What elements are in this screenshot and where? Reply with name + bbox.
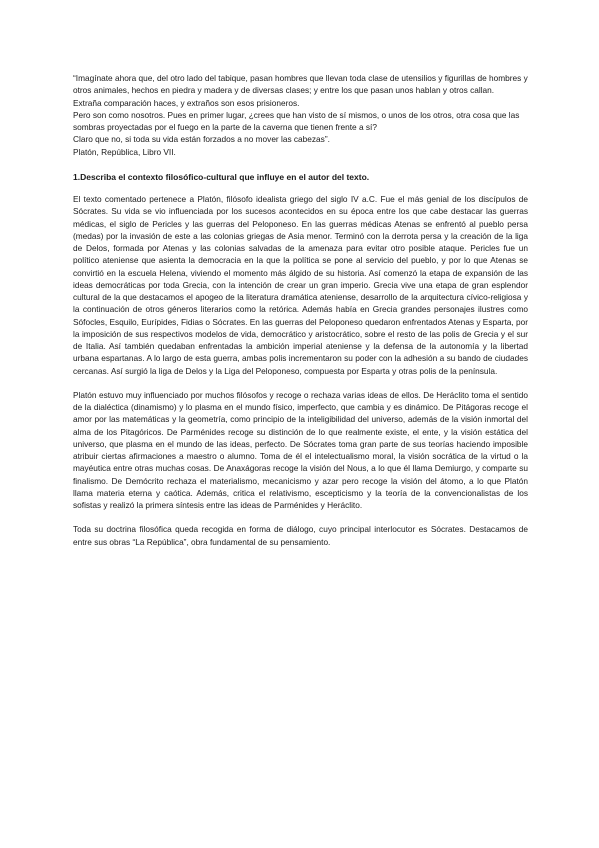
quote-block (73, 72, 528, 158)
quote-line-2: Extraña comparación haces, y extraños son esos prisioneros. (73, 97, 300, 108)
quote-citation: Platón, República, Libro VII. (73, 146, 176, 157)
document-page (73, 72, 528, 560)
paragraph-historical-context: El texto comentado pertenece a Platón, filósofo idealista griego del siglo IV a.C. Fue el más genial de los discípulos de Sócrates. Su vida se vio influenciada por los sucesos acontecidos en su época entre los que cabe destacar las guerras médicas, el siglo de Pericles y las guerras del Peloponeso. En las guerras médicas Atenas se enfrentó al pueblo persa (medas) por la invasión de este a las colonias griegas de Asia menor. Terminó con la derrota persa y la creación de la liga de Delos, formada por Atenas y las colonias salvadas de la amenaza para evitar otro posible ataque. Pericles fue un político ateniense que asienta la democracia en la que la política se pone al servicio del pueblo, y por lo que Atenas se convirtió en la escuela Helena, viviendo el momento más álgido de su historia. Así comenzó la etapa de expansión de las ideas democráticas por toda Grecia, con la intención de crear un gran imperio. Grecia vive una etapa de gran esplendor cultural de la que destacamos el apogeo de la literatura dramática ateniense, desarrollo de la arquitectura cívico-religiosa y la continuación de otros géneros literarios como la retórica. Además había en Grecia grandes personajes ilustres como Sófocles, Esquilo, Eurípides, Fidias o Sócrates. En las guerras del Peloponeso quedaron enfrentados Atenas y Esparta, por la imposición de sus respectivos modelos de vida, democrático y aristocrático, sobre el resto de las polis de Grecia y el sur de Italia. Así también quedaban enfrentadas la ambición imperial ateniense y la defensa de la autonomía y la libertad urbana espartanas. A lo largo de esta guerra, ambas polis incrementaron su poder con la adhesión a su bando de ciudades cercanas. Así surgió la liga de Delos y la Liga del Peloponeso, compuesta por Esparta y otras polis de la península. (73, 194, 528, 376)
quote-line-4: Claro que no, si toda su vida están forzados a no mover las cabezas”. (73, 134, 330, 145)
paragraph-works: Toda su doctrina filosófica queda recogida en forma de diálogo, cuyo principal interlocutor es Sócrates. Destacamos de entre sus obras “La República”, obra fundamental de su pensamiento. (73, 524, 528, 547)
quote-line-3: Pero son como nosotros. Pues en primer lugar, ¿crees que han visto de sí mismos, o unos de los otros, otra cosa que las sombras proyectadas por el fuego en la parte de la caverna que tienen frente a sí? (73, 109, 520, 132)
quote-line-1: “Imagínate ahora que, del otro lado del tabique, pasan hombres que llevan toda clase de utensilios y figurillas de hombres y otros animales, hechos en piedra y madera y de diversas clases; y entre los que pasan unos hablan y otros callan. (73, 73, 528, 96)
section-heading: 1.Describa el contexto filosófico-cultural que influye en el autor del texto. (73, 171, 370, 182)
paragraph-philosophical-influences: Platón estuvo muy influenciado por muchos filósofos y recoge o rechaza varias ideas de ellos. De Heráclito toma el sentido de la dialéctica (dinamismo) y lo plasma en el mundo físico, imperfecto, que cambia y es dinámico. De Pitágoras recoge el amor por las matemáticas y la geometría, como principio de la inteligibilidad del universo, además de la visión inmortal del alma de los Pitagóricos. De Parménides recoge su distinción de lo que realmente existe, el ente, y la visión estática del universo, que plasma en el mundo de las ideas, perfecto. De Sócrates toma gran parte de sus teorías haciendo imposible atribuir ciertas afirmaciones a maestro o alumno. Toma de él el intelectualismo moral, la visión socrática de la virtud o la mayéutica entre otras muchas cosas. De Anaxágoras recoge la visión del Nous, a lo que él llama Demiurgo, y comparte su finalismo. De Demócrito rechaza el materialismo, mecanicismo y azar pero recoge la visión del átomo, a lo que Platón llama materia eterna y caótica. Además, critica el relativismo, escepticismo y la teoría de la convencionalistas de los sofistas y realizó la primera síntesis entre las ideas de Parménides y Heráclito. (73, 389, 528, 510)
